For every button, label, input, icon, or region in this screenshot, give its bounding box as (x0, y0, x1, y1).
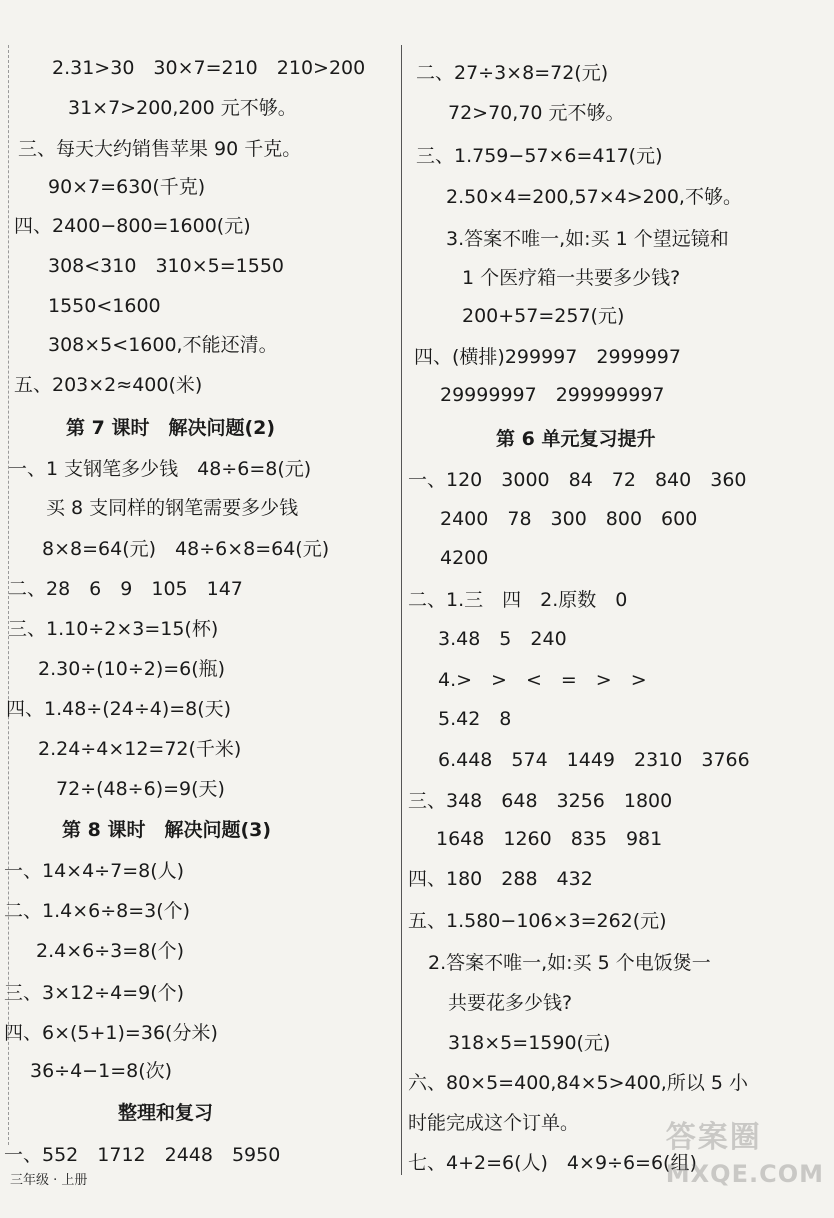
answer-line: 一、120 3000 84 72 840 360 (408, 469, 747, 491)
answer-line: 2.24÷4×12=72(千米) (38, 738, 242, 760)
answer-line: 2.答案不唯一,如:买 5 个电饭煲一 (428, 952, 711, 974)
answer-line: 72>70,70 元不够。 (448, 102, 625, 124)
answer-line: 五、203×2≈400(米) (14, 374, 203, 396)
answer-line: 三、348 648 3256 1800 (408, 790, 673, 812)
answer-line: 六、80×5=400,84×5>400,所以 5 小 (408, 1072, 748, 1094)
answer-line: 1 个医疗箱一共要多少钱? (462, 267, 681, 289)
answer-line: 四、2400−800=1600(元) (14, 215, 251, 237)
answer-line: 90×7=630(千克) (48, 176, 206, 198)
page-footer: 三年级 · 上册 (10, 1173, 88, 1188)
answer-line: 一、1 支钢笔多少钱 48÷6=8(元) (8, 458, 312, 480)
answer-line: 五、1.580−106×3=262(元) (408, 910, 667, 932)
answer-line: 三、1.759−57×6=417(元) (416, 145, 663, 167)
section-heading: 第 8 课时 解决问题(3) (62, 819, 272, 841)
answer-line: 二、1.4×6÷8=3(个) (4, 900, 191, 922)
answer-line: 2400 78 300 800 600 (440, 508, 698, 530)
answer-line: 29999997 299999997 (440, 384, 665, 406)
answer-line: 四、180 288 432 (408, 868, 593, 890)
answer-line: 四、6×(5+1)=36(分米) (4, 1022, 218, 1044)
answer-line: 四、(横排)299997 2999997 (414, 346, 681, 368)
section-heading: 第 7 课时 解决问题(2) (66, 417, 276, 439)
answer-line: 3.答案不唯一,如:买 1 个望远镜和 (446, 228, 729, 250)
answer-line: 318×5=1590(元) (448, 1032, 611, 1054)
answer-line: 1648 1260 835 981 (436, 828, 663, 850)
answer-line: 二、28 6 9 105 147 (8, 578, 243, 600)
column-divider (401, 45, 402, 1175)
watermark-text: 答案圈 (665, 1120, 762, 1155)
answer-line: 2.30÷(10÷2)=6(瓶) (38, 658, 226, 680)
answer-line: 三、1.10÷2×3=15(杯) (8, 618, 219, 640)
answer-line: 1550<1600 (48, 295, 161, 317)
answer-line: 七、4+2=6(人) 4×9÷6=6(组) (408, 1152, 697, 1174)
answer-line: 4.> > < = > > (438, 669, 647, 691)
right-column (408, 0, 834, 1218)
answer-line: 31×7>200,200 元不够。 (68, 97, 297, 119)
answer-line: 一、552 1712 2448 5950 (4, 1144, 281, 1166)
answer-line: 2.31>30 30×7=210 210>200 (52, 57, 366, 79)
answer-line: 共要花多少钱? (448, 992, 573, 1014)
answer-line: 三、每天大约销售苹果 90 千克。 (18, 138, 302, 160)
answer-line: 2.4×6÷3=8(个) (36, 940, 185, 962)
section-heading: 整理和复习 (118, 1102, 214, 1124)
answer-line: 4200 (440, 547, 489, 569)
answer-line: 200+57=257(元) (462, 305, 625, 327)
answer-line: 2.50×4=200,57×4>200,不够。 (446, 186, 742, 208)
answer-line: 72÷(48÷6)=9(天) (56, 778, 225, 800)
answer-line: 6.448 574 1449 2310 3766 (438, 749, 750, 771)
answer-line: 二、1.三 四 2.原数 0 (408, 589, 628, 611)
section-heading: 第 6 单元复习提升 (496, 428, 656, 450)
answer-line: 36÷4−1=8(次) (30, 1060, 173, 1082)
answer-line: 三、3×12÷4=9(个) (4, 982, 185, 1004)
watermark-logo (666, 1120, 824, 1192)
answer-line: 买 8 支同样的钢笔需要多少钱 (46, 497, 299, 519)
answer-line: 二、27÷3×8=72(元) (416, 62, 609, 84)
answer-line: 时能完成这个订单。 (408, 1112, 580, 1134)
answer-line: 308<310 310×5=1550 (48, 255, 284, 277)
watermark-url: MXQE.COM (665, 1160, 824, 1188)
answer-line: 5.42 8 (438, 708, 512, 730)
answer-line: 四、1.48÷(24÷4)=8(天) (6, 698, 232, 720)
answer-line: 8×8=64(元) 48÷6×8=64(元) (42, 538, 330, 560)
answer-line: 3.48 5 240 (438, 628, 567, 650)
answer-line: 308×5<1600,不能还清。 (48, 334, 278, 356)
left-column (0, 0, 395, 1218)
answer-line: 一、14×4÷7=8(人) (4, 860, 185, 882)
